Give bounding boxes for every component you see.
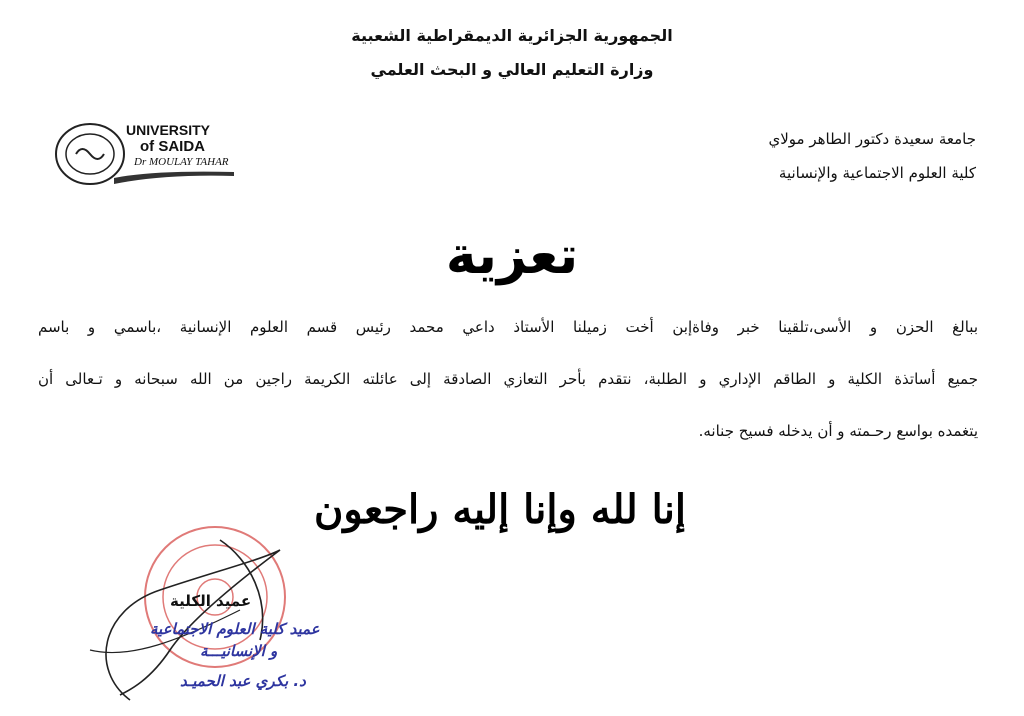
logo-text-saida: of SAIDA xyxy=(140,138,205,155)
logo-text-founder: Dr MOULAY TAHAR xyxy=(134,156,229,168)
body-paragraph-2: جميع أساتذة الكلية و الطاقم الإداري و الطلبة، نتقدم بأحر التعازي الصادقة إلى عائلته الكريمة راجين من الله سبحانه و تـعالى أن xyxy=(38,370,978,388)
dean-title-label: عميد الكلية xyxy=(170,592,252,610)
faculty-name-ar: كلية العلوم الاجتماعية والإنسانية xyxy=(778,164,976,182)
body-paragraph-3: يتغمده بواسع رحـمته و أن يدخله فسيح جنانه. xyxy=(698,422,978,440)
logo-text-university: UNIVERSITY xyxy=(126,122,211,138)
document-title: تعزية xyxy=(445,226,579,286)
ministry-header-line2: وزارة التعليم العالي و البحث العلمي xyxy=(370,60,654,79)
stamp-line-3: د. بكري عبد الحميـد xyxy=(180,672,306,690)
ministry-header-line1: الجمهورية الجزائرية الديمقراطية الشعبية xyxy=(351,26,673,45)
body-paragraph-1: ببالغ الحزن و الأسى،تلقينا خبر وفاةإبن أخت زميلنا الأستاذ داعي محمد رئيس قسم العلوم الإنسانية ،باسمي و باسم xyxy=(38,318,978,336)
stamp-line-1: عميد كلية العلوم الاجتماعية xyxy=(150,620,320,638)
university-name-ar: جامعة سعيدة دكتور الطاهر مولاي xyxy=(768,130,976,148)
university-logo xyxy=(54,118,240,190)
quran-verse: إنا لله وإنا إليه راجعون xyxy=(313,486,687,533)
stamp-line-2: و الإنسانيـــة xyxy=(200,642,278,660)
